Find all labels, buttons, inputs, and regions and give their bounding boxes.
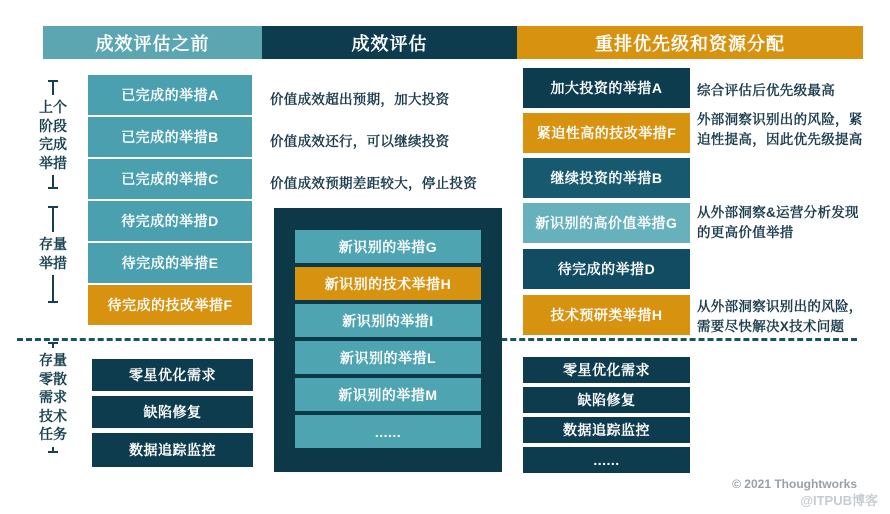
span-bracket-bottom-icon [48,301,58,303]
rail-previous-stage-label: 上个 阶段 完成 举措 [39,99,67,171]
reprioritized-box-pending-d: 待完成的举措D [523,249,690,289]
initiative-box-new-m: 新识别的举措M [295,378,481,411]
reprioritized-box-research-h: 技术预研类举措H [523,295,690,335]
copyright-text: © 2021 Thoughtworks [732,477,857,491]
reprioritized-box-highvalue-g: 新识别的高价值举措G [523,203,690,243]
backlog-box-tracking: 数据追踪监控 [523,417,690,443]
initiative-box-completed-c: 已完成的举措C [88,159,252,199]
initiative-box-pending-d: 待完成的举措D [88,201,252,241]
evaluation-note-continue: 价值成效还行，可以继续投资 [270,134,450,149]
header-reprioritize: 重排优先级和资源分配 [517,26,863,59]
new-initiatives-container [274,208,502,472]
reprioritize-note-top-priority: 综合评估后优先级最高 [697,83,835,98]
rail-scattered-label: 存量 零散 需求 技术 任务 [39,352,67,442]
evaluation-note-stop: 价值成效预期差距较大，停止投资 [270,176,477,191]
backlog-box-optimization: 零星优化需求 [92,359,253,391]
header-evaluation: 成效评估 [262,26,517,59]
span-bracket-stem-icon [52,275,54,301]
backlog-box-more: ...... [523,447,690,473]
span-bracket-stem-icon [52,208,54,232]
initiative-box-completed-b: 已完成的举措B [88,117,252,157]
initiative-box-new-i: 新识别的举措I [295,304,481,337]
evaluation-note-increase: 价值成效超出预期，加大投资 [270,92,450,107]
span-bracket-stem-icon [52,82,54,95]
backlog-box-bugfix: 缺陷修复 [523,387,690,413]
initiative-box-pending-e: 待完成的举措E [88,243,252,283]
reprioritize-note-tech-risk: 从外部洞察识别出的风险，需要尽快解决X技术问题 [697,299,863,334]
reprioritized-box-urgent-f: 紧迫性高的技改举措F [523,113,690,153]
backlog-box-tracking: 数据追踪监控 [92,433,253,467]
rail-previous-stage [34,80,72,189]
backlog-box-optimization: 零星优化需求 [523,357,690,383]
span-bracket-bottom-icon [48,451,58,453]
backlog-box-bugfix: 缺陷修复 [92,396,253,428]
rail-stock-initiatives [34,206,72,303]
initiative-box-new-more: ...... [295,415,481,448]
reprioritize-note-higher-value: 从外部洞察&运营分析发现的更高价值举措 [697,205,859,240]
initiative-box-new-g: 新识别的举措G [295,230,481,263]
initiative-box-new-l: 新识别的举措L [295,341,481,374]
rail-scattered-tasks [34,342,72,453]
header-before-evaluation: 成效评估之前 [43,26,262,59]
rail-stock-label: 存量 举措 [39,236,67,271]
span-bracket-stem-icon [52,175,54,187]
reprioritized-box-continue-b: 继续投资的举措B [523,158,690,198]
span-bracket-bottom-icon [48,187,58,189]
reprioritized-box-increase-a: 加大投资的举措A [523,68,690,108]
reprioritize-note-risk-urgency: 外部洞察识别出的风险，紧迫性提高，因此优先级提高 [697,112,863,147]
initiative-box-new-tech-h: 新识别的技术举措H [295,267,481,300]
initiative-box-completed-a: 已完成的举措A [88,75,252,115]
initiative-box-tech-f: 待完成的技改举措F [88,285,252,325]
watermark-text: @ITPUB博客 [800,493,878,508]
